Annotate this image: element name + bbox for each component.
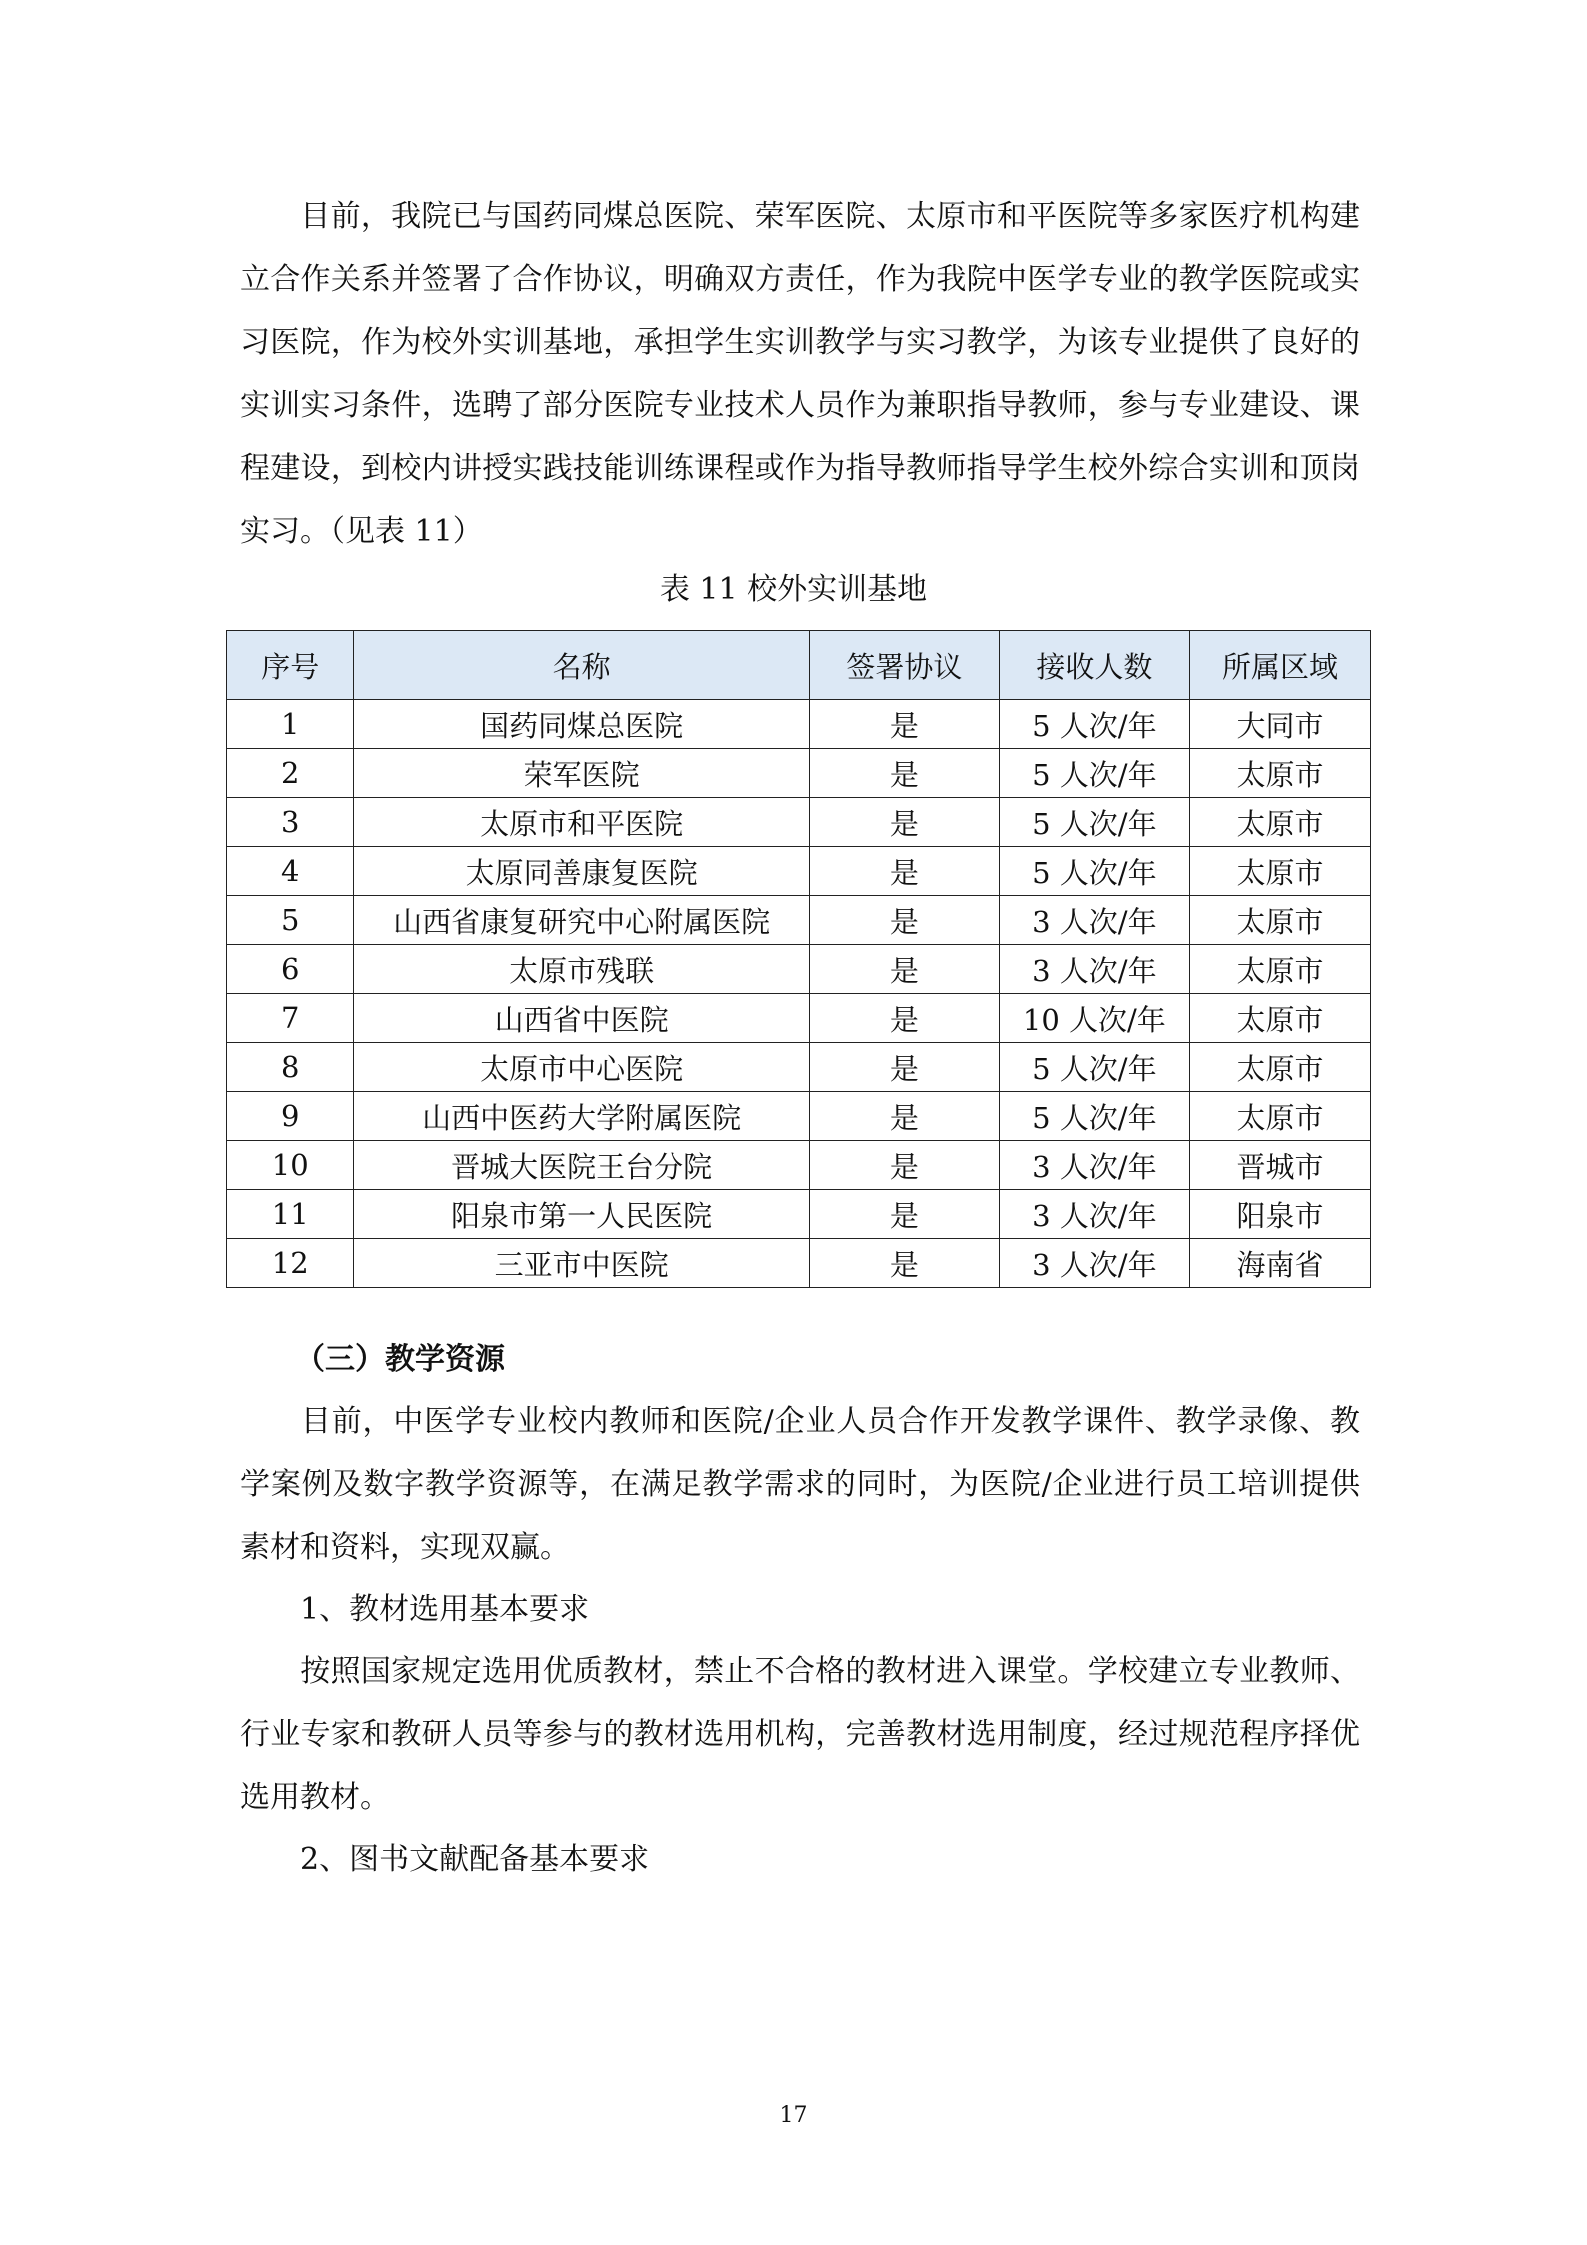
- cell-no: 6: [227, 945, 354, 994]
- cell-region: 晋城市: [1189, 1141, 1370, 1190]
- intro-paragraph: [240, 185, 1360, 563]
- table-row: [227, 749, 1371, 798]
- cell-agreement: 是: [809, 847, 999, 896]
- training-base-table: [226, 630, 1371, 1288]
- cell-region: 海南省: [1189, 1239, 1370, 1288]
- cell-agreement: 是: [809, 1043, 999, 1092]
- cell-capacity: 5 人次/年: [999, 847, 1189, 896]
- header-region: 所属区域: [1189, 631, 1370, 700]
- cell-region: 太原市: [1189, 847, 1370, 896]
- cell-agreement: 是: [809, 1092, 999, 1141]
- cell-agreement: 是: [809, 896, 999, 945]
- cell-region: 太原市: [1189, 749, 1370, 798]
- cell-capacity: 5 人次/年: [999, 749, 1189, 798]
- cell-name: 荣军医院: [354, 749, 809, 798]
- table-row: [227, 1190, 1371, 1239]
- cell-name: 山西省康复研究中心附属医院: [354, 896, 809, 945]
- cell-no: 3: [227, 798, 354, 847]
- cell-no: 5: [227, 896, 354, 945]
- cell-no: 9: [227, 1092, 354, 1141]
- cell-agreement: 是: [809, 700, 999, 749]
- cell-name: 太原同善康复医院: [354, 847, 809, 896]
- header-name: 名称: [354, 631, 809, 700]
- cell-region: 阳泉市: [1189, 1190, 1370, 1239]
- table-row: [227, 1141, 1371, 1190]
- page-number: 17: [779, 2103, 808, 2128]
- table-row: [227, 847, 1371, 896]
- cell-no: 11: [227, 1190, 354, 1239]
- table-row: [227, 798, 1371, 847]
- resources-paragraph: [240, 1390, 1360, 1579]
- cell-capacity: 3 人次/年: [999, 1190, 1189, 1239]
- cell-agreement: 是: [809, 798, 999, 847]
- textbook-paragraph: [240, 1640, 1360, 1829]
- table-row: [227, 945, 1371, 994]
- cell-capacity: 5 人次/年: [999, 798, 1189, 847]
- cell-region: 太原市: [1189, 1092, 1370, 1141]
- cell-name: 山西中医药大学附属医院: [354, 1092, 809, 1141]
- cell-capacity: 3 人次/年: [999, 896, 1189, 945]
- subheading-textbooks: 1、教材选用基本要求: [300, 1592, 590, 1627]
- cell-agreement: 是: [809, 1141, 999, 1190]
- cell-region: 太原市: [1189, 798, 1370, 847]
- cell-capacity: 5 人次/年: [999, 700, 1189, 749]
- header-no: 序号: [227, 631, 354, 700]
- cell-no: 1: [227, 700, 354, 749]
- cell-name: 太原市中心医院: [354, 1043, 809, 1092]
- cell-capacity: 5 人次/年: [999, 1043, 1189, 1092]
- intro-paragraph-text: 目前，我院已与国药同煤总医院、荣军医院、太原市和平医院等多家医疗机构建立合作关系并签署了合作协议，明确双方责任，作为我院中医学专业的教学医院或实习医院，作为校外实训基地，承担学生实训教学与实习教学，为该专业提供了良好的实训实习条件，选聘了部分医院专业技术人员作为兼职指导教师，参与专业建设、课程建设，到校内讲授实践技能训练课程或作为指导教师指导学生校外综合实训和顶岗实习。（见表 11）: [240, 199, 1360, 549]
- header-capacity: 接收人数: [999, 631, 1189, 700]
- cell-capacity: 3 人次/年: [999, 1239, 1189, 1288]
- cell-no: 2: [227, 749, 354, 798]
- cell-no: 10: [227, 1141, 354, 1190]
- cell-no: 8: [227, 1043, 354, 1092]
- table-caption: 表 11 校外实训基地: [659, 572, 928, 607]
- cell-agreement: 是: [809, 1190, 999, 1239]
- cell-region: 太原市: [1189, 945, 1370, 994]
- cell-name: 太原市和平医院: [354, 798, 809, 847]
- cell-region: 太原市: [1189, 896, 1370, 945]
- cell-capacity: 5 人次/年: [999, 1092, 1189, 1141]
- cell-region: 大同市: [1189, 700, 1370, 749]
- cell-region: 太原市: [1189, 1043, 1370, 1092]
- section-heading: （三）教学资源: [295, 1342, 505, 1377]
- cell-agreement: 是: [809, 994, 999, 1043]
- cell-name: 国药同煤总医院: [354, 700, 809, 749]
- cell-no: 4: [227, 847, 354, 896]
- table-row: [227, 1239, 1371, 1288]
- cell-capacity: 10 人次/年: [999, 994, 1189, 1043]
- cell-name: 阳泉市第一人民医院: [354, 1190, 809, 1239]
- cell-name: 太原市残联: [354, 945, 809, 994]
- table-row: [227, 700, 1371, 749]
- cell-name: 山西省中医院: [354, 994, 809, 1043]
- header-agreement: 签署协议: [809, 631, 999, 700]
- cell-no: 12: [227, 1239, 354, 1288]
- table-header-row: [227, 631, 1371, 700]
- resources-paragraph-text: 目前，中医学专业校内教师和医院/企业人员合作开发教学课件、教学录像、教学案例及数字教学资源等，在满足教学需求的同时，为医院/企业进行员工培训提供素材和资料，实现双赢。: [240, 1404, 1360, 1565]
- cell-capacity: 3 人次/年: [999, 1141, 1189, 1190]
- subheading-library: 2、图书文献配备基本要求: [300, 1842, 650, 1877]
- textbook-paragraph-text: 按照国家规定选用优质教材，禁止不合格的教材进入课堂。学校建立专业教师、行业专家和教研人员等参与的教材选用机构，完善教材选用制度，经过规范程序择优选用教材。: [240, 1654, 1360, 1815]
- cell-region: 太原市: [1189, 994, 1370, 1043]
- cell-agreement: 是: [809, 1239, 999, 1288]
- cell-capacity: 3 人次/年: [999, 945, 1189, 994]
- cell-name: 晋城大医院王台分院: [354, 1141, 809, 1190]
- cell-agreement: 是: [809, 749, 999, 798]
- table-row: [227, 1043, 1371, 1092]
- table-row: [227, 994, 1371, 1043]
- table-row: [227, 1092, 1371, 1141]
- table-row: [227, 896, 1371, 945]
- cell-no: 7: [227, 994, 354, 1043]
- cell-name: 三亚市中医院: [354, 1239, 809, 1288]
- cell-agreement: 是: [809, 945, 999, 994]
